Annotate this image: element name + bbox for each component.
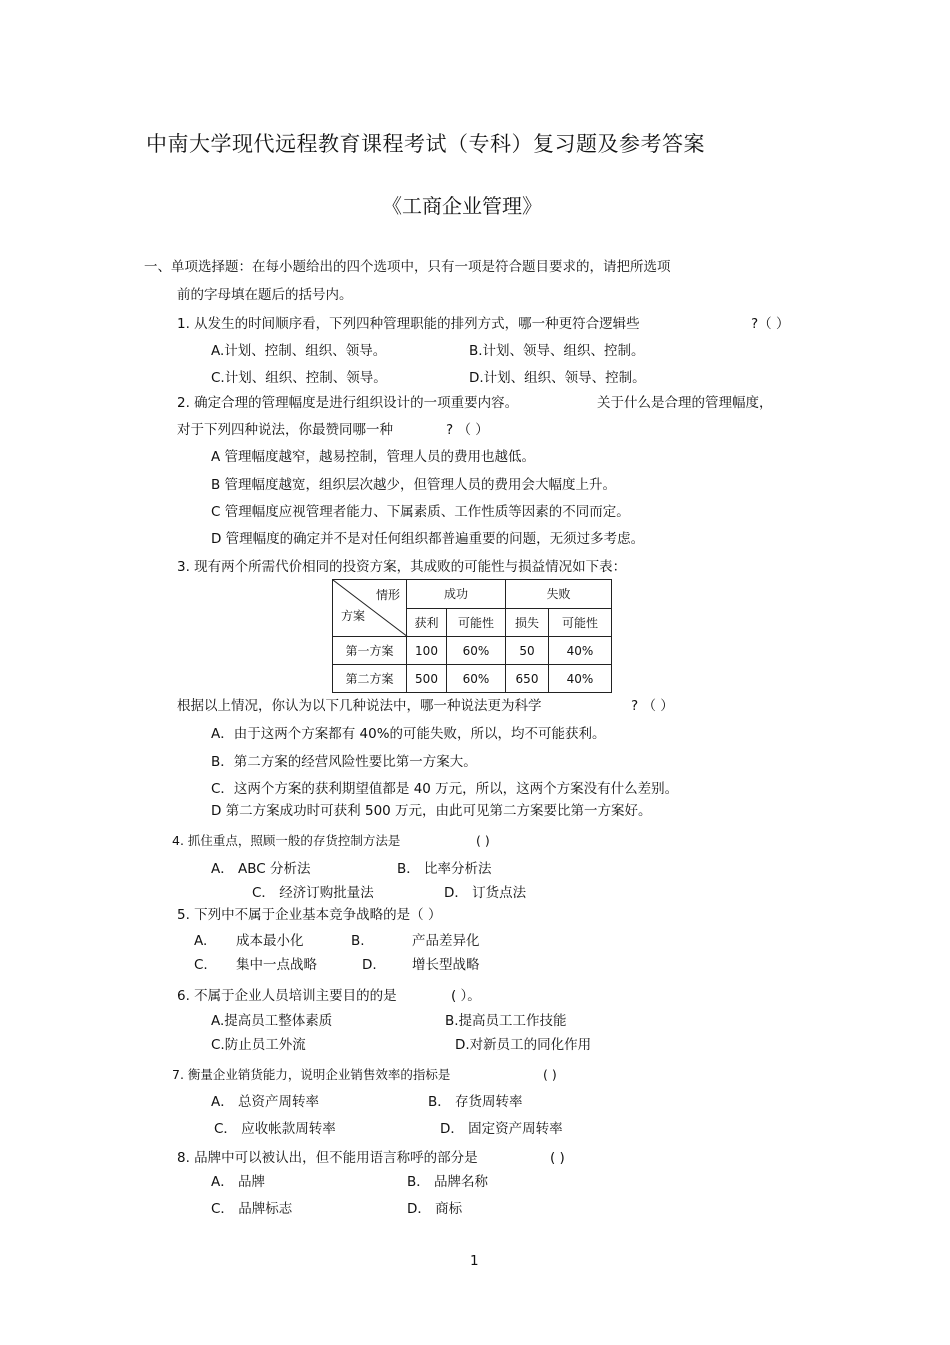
section-header-line2: 前的字母填在题后的括号内。	[177, 287, 353, 303]
q5-option-b-text: 产品差异化	[412, 933, 480, 949]
table-cell: 40%	[549, 637, 612, 665]
q4-option-d: D． 订货点法	[444, 885, 527, 901]
investment-table	[332, 579, 612, 693]
q2-stem-line2: 对于下列四种说法，你最赞同哪一种	[177, 422, 393, 438]
subheader-profit: 获利	[407, 608, 447, 637]
table-cell: 100	[407, 637, 447, 665]
table-corner-cell	[333, 580, 407, 637]
q6-blank: ( ）。	[451, 988, 481, 1004]
q1-option-d: D.计划、组织、领导、控制。	[469, 370, 646, 386]
q5-option-b-letter: B.	[351, 933, 365, 949]
q6-stem: 6. 不属于企业人员培训主要目的的是	[177, 988, 397, 1004]
q2-stem-part2: 关于什么是合理的管理幅度，	[597, 395, 773, 411]
q7-option-c: C． 应收帐款周转率	[214, 1121, 336, 1137]
subheader-loss: 损失	[506, 608, 549, 637]
q8-option-a: A． 品牌	[211, 1174, 266, 1190]
q2-option-d: D 管理幅度的确定并不是对任何组织都普遍重要的问题，无须过多考虑。	[211, 531, 645, 547]
subheader-probability-success: 可能性	[447, 608, 506, 637]
q3-option-a: A．由于这两个方案都有 40%的可能失败，所以，均不可能获利。	[211, 726, 606, 742]
q1-option-b: B.计划、领导、组织、控制。	[469, 343, 645, 359]
table-cell: 500	[407, 665, 447, 693]
row-label: 第二方案	[333, 665, 407, 693]
q8-stem: 8. 品牌中可以被认出，但不能用语言称呼的部分是	[177, 1150, 478, 1166]
q8-blank: ( )	[550, 1150, 565, 1166]
table-cell: 50	[506, 637, 549, 665]
q6-option-c: C.防止员工外流	[211, 1037, 306, 1053]
q5-option-a-text: 成本最小化	[236, 933, 304, 949]
q1-stem: 1. 从发生的时间顺序看，下列四种管理职能的排列方式，哪一种更符合逻辑些	[177, 316, 640, 332]
q5-option-d-letter: D.	[362, 957, 377, 973]
corner-label-situation: 情形	[375, 588, 400, 602]
table-row	[333, 665, 612, 693]
q3-option-b: B．第二方案的经营风险性要比第一方案大。	[211, 754, 477, 770]
q8-option-c: C． 品牌标志	[211, 1201, 293, 1217]
q3-option-c: C．这两个方案的获利期望值都是 40 万元，所以，这两个方案没有什么差别。	[211, 781, 679, 797]
table-cell: 40%	[549, 665, 612, 693]
q7-stem: 7. 衡量企业销货能力，说明企业销售效率的指标是	[172, 1067, 451, 1082]
q5-option-d-text: 增长型战略	[412, 957, 480, 973]
q3-blank: ? （ ）	[631, 698, 674, 714]
corner-label-plan: 方案	[341, 609, 366, 623]
table-cell: 60%	[447, 637, 506, 665]
q7-option-d: D． 固定资产周转率	[440, 1121, 563, 1137]
q7-option-a: A． 总资产周转率	[211, 1094, 320, 1110]
q4-option-b: B． 比率分析法	[397, 861, 492, 877]
q3-followup: 根据以上情况，你认为以下几种说法中，哪一种说法更为科学	[177, 698, 542, 714]
q6-option-a: A.提高员工整体素质	[211, 1013, 333, 1029]
q7-option-b: B． 存货周转率	[428, 1094, 523, 1110]
q4-option-a: A． ABC 分析法	[211, 861, 311, 877]
doc-title: 中南大学现代远程教育课程考试（专科）复习题及参考答案	[146, 132, 705, 156]
subheader-probability-failure: 可能性	[549, 608, 612, 637]
q7-blank: ( )	[543, 1067, 557, 1082]
q4-stem: 4. 抓住重点，照顾一般的存货控制方法是	[172, 833, 401, 848]
q8-option-b: B． 品牌名称	[407, 1174, 489, 1190]
q3-stem: 3. 现有两个所需代价相同的投资方案，其成败的可能性与损益情况如下表：	[177, 559, 627, 575]
table-cell: 60%	[447, 665, 506, 693]
q2-option-a: A 管理幅度越窄，越易控制，管理人员的费用也越低。	[211, 449, 536, 465]
q2-stem-part1: 2. 确定合理的管理幅度是进行组织设计的一项重要内容。	[177, 395, 519, 411]
q2-blank: ? （ ）	[446, 422, 489, 438]
q5-stem: 5. 下列中不属于企业基本竞争战略的是（ ）	[177, 907, 442, 923]
q2-option-c: C 管理幅度应视管理者能力、下属素质、工作性质等因素的不同而定。	[211, 504, 630, 520]
q5-option-c-text: 集中一点战略	[236, 957, 317, 973]
q1-option-a: A.计划、控制、组织、领导。	[211, 343, 387, 359]
doc-subtitle: 《工商企业管理》	[382, 194, 542, 218]
q4-blank: ( )	[476, 833, 490, 848]
q5-option-a-letter: A.	[194, 933, 208, 949]
table-cell: 650	[506, 665, 549, 693]
header-failure: 失败	[506, 580, 612, 609]
page-number: 1	[470, 1253, 479, 1269]
q6-option-b: B.提高员工工作技能	[445, 1013, 567, 1029]
q5-option-c-letter: C.	[194, 957, 208, 973]
q2-option-b: B 管理幅度越宽，组织层次越少，但管理人员的费用会大幅度上升。	[211, 477, 617, 493]
q1-option-c: C.计划、组织、控制、领导。	[211, 370, 387, 386]
q4-option-c: C． 经济订购批量法	[252, 885, 374, 901]
header-success: 成功	[407, 580, 506, 609]
q3-option-d: D 第二方案成功时可获利 500 万元，由此可见第二方案要比第一方案好。	[211, 803, 652, 819]
q8-option-d: D． 商标	[407, 1201, 463, 1217]
q1-blank: ?（ ）	[751, 316, 790, 332]
section-header-line1: 一、单项选择题：在每小题给出的四个选项中，只有一项是符合题目要求的，请把所选项	[144, 259, 671, 275]
table-row	[333, 637, 612, 665]
row-label: 第一方案	[333, 637, 407, 665]
q6-option-d: D.对新员工的同化作用	[455, 1037, 592, 1053]
